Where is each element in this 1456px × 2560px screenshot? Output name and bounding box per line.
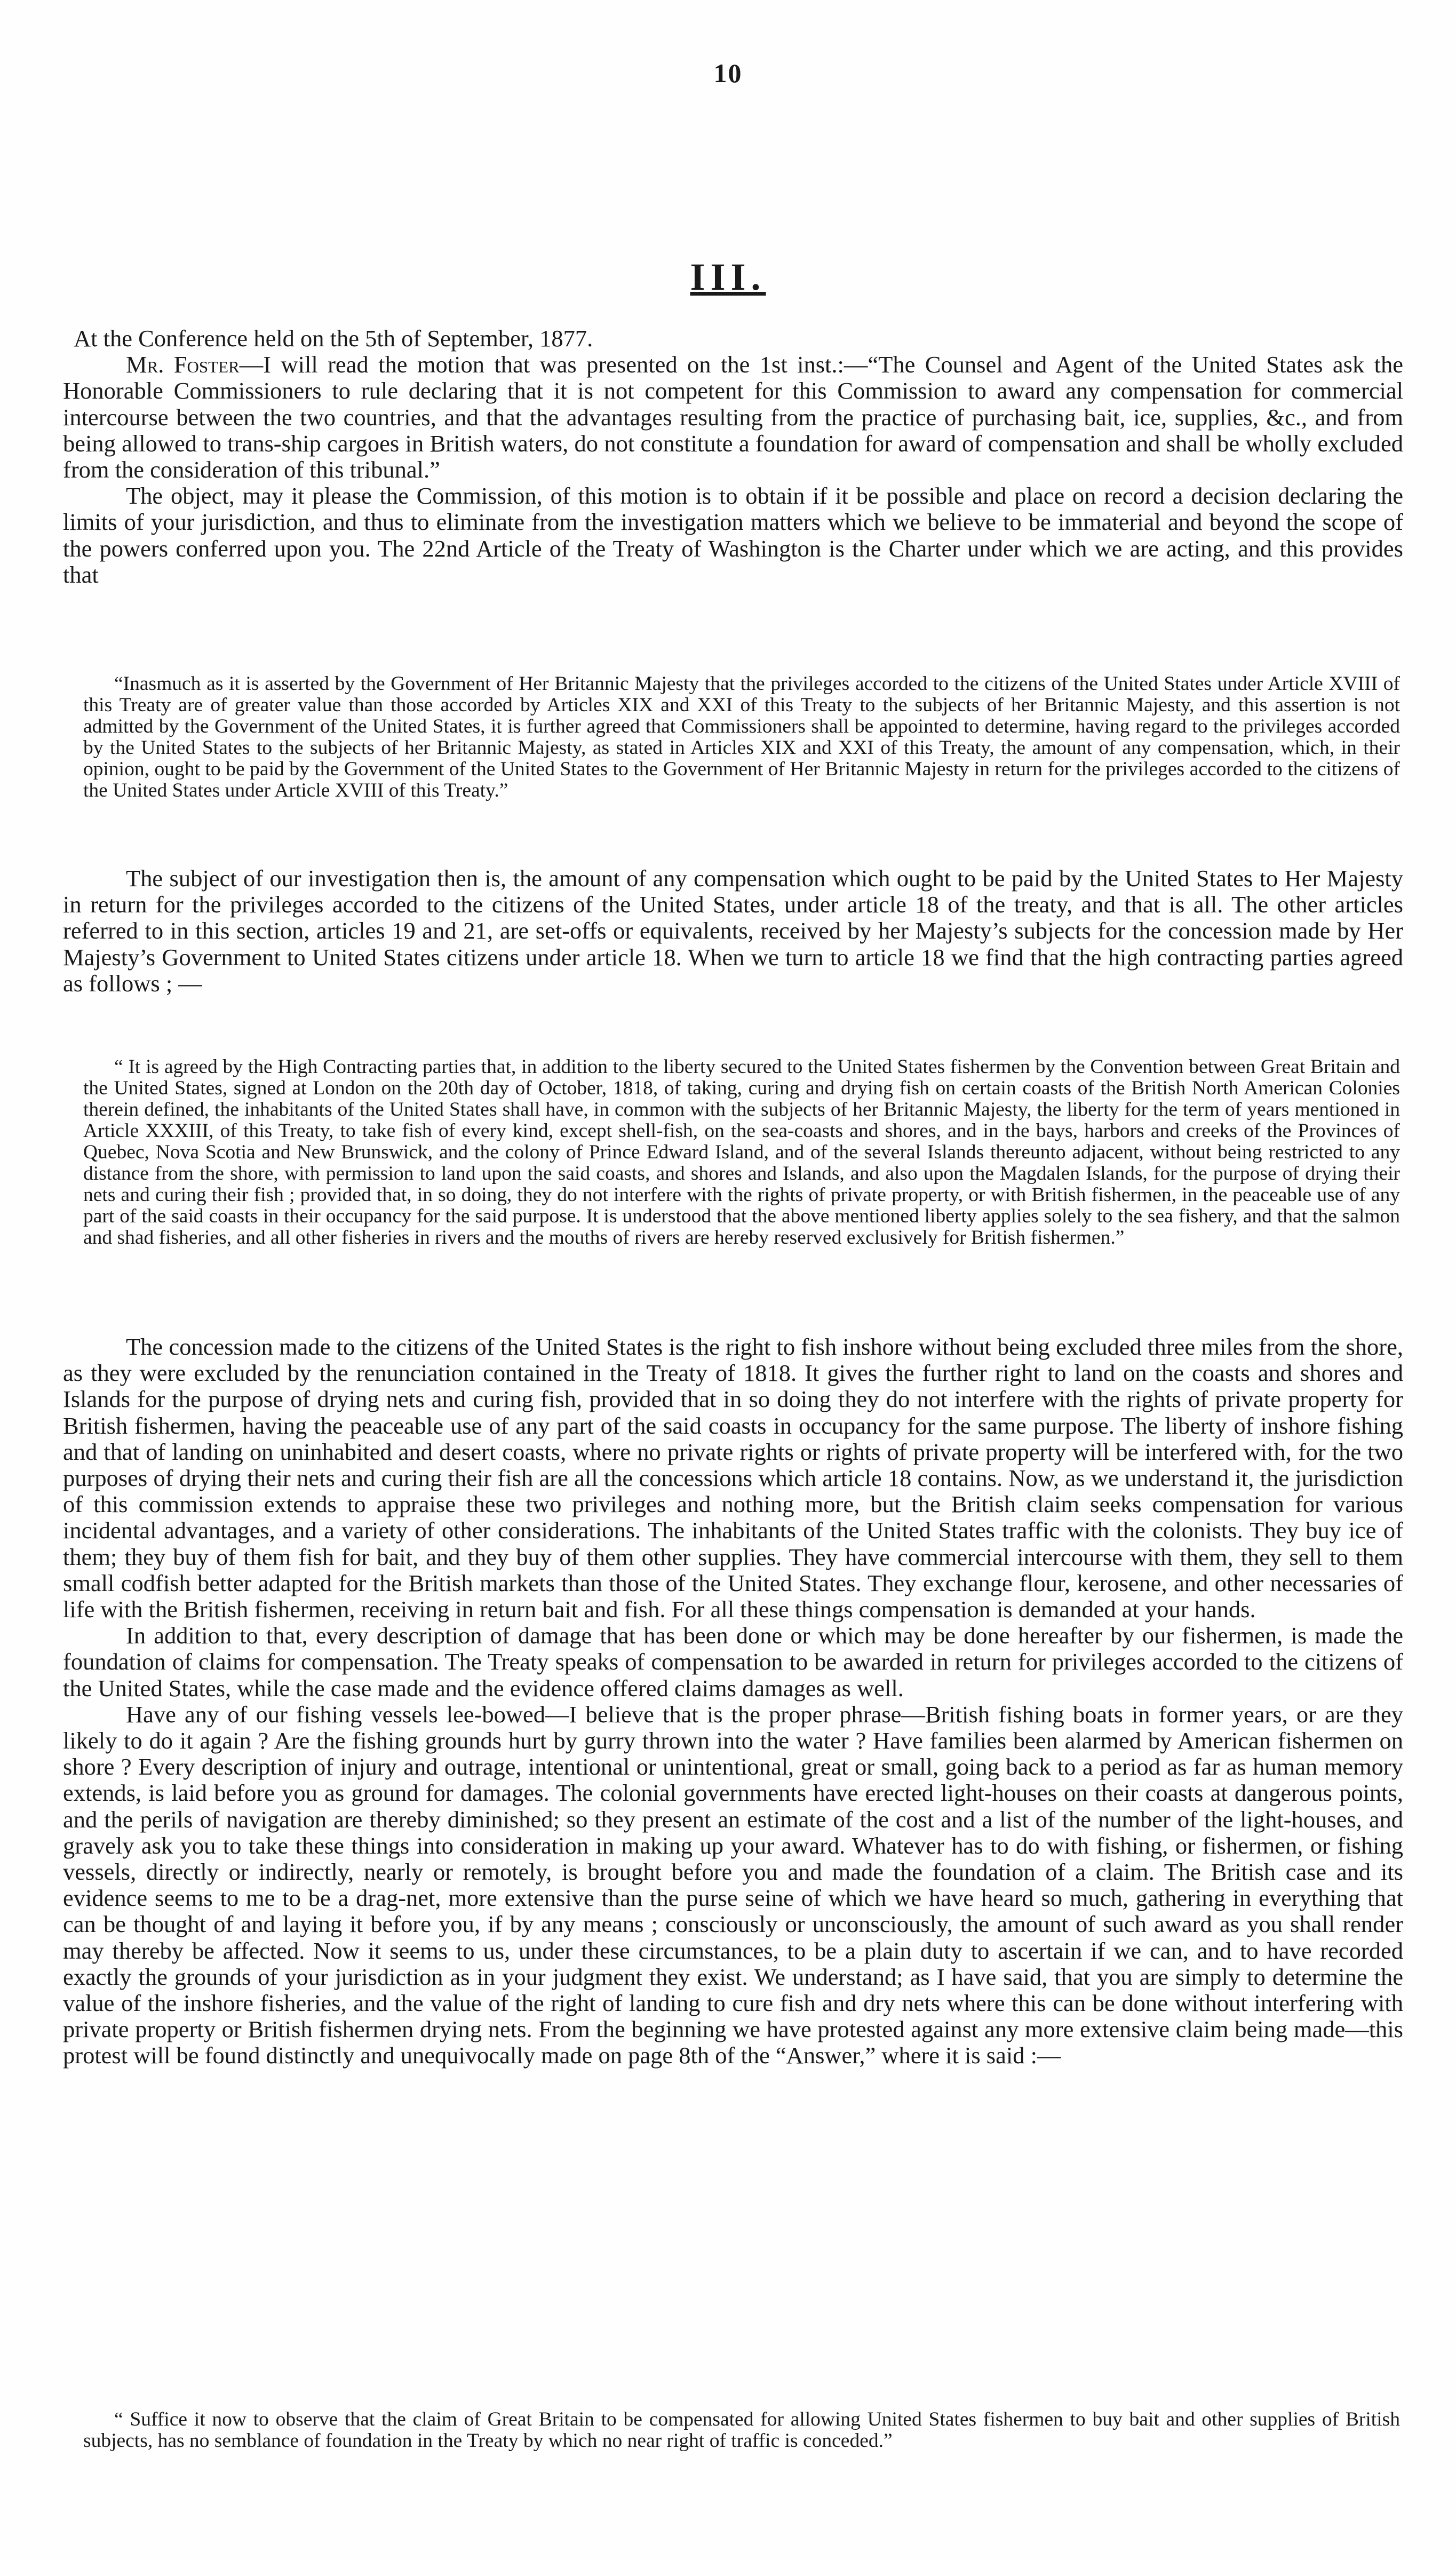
block-quote-article-18: [63, 1056, 1403, 1249]
paragraph-damages: In addition to that, every description of damage that has been done or which may be done hereafter by our fishermen, is made the foundation of claims for compensation. The Treaty speaks of compensation to be awarded in return for privileges accorded to the citizens of the United States, while the case made and the evidence offered claims damages as well.: [63, 1622, 1403, 1702]
conference-date-line: At the Conference held on the 5th of September, 1877.: [74, 325, 593, 352]
block-quote-article-22: [63, 673, 1403, 801]
paragraph-fishing-vessels: Have any of our fishing vessels lee-bowed—I believe that is the proper phrase—British fishing boats in former years, or are they likely to do it again ? Are the fishing grounds hurt by gurry thrown into the water ? Have families been alarmed by American fishermen on shore ? Every description of injury and outrage, intentional or unintentional, great or small, going back to a period as far as human memory extends, is laid before you as ground for damages. The colonial governments have erected light-houses on their coasts at dangerous points, and the perils of navigation are thereby diminished; so they present an estimate of the cost and a list of the number of the light-houses, and gravely ask you to take these things into consideration in making up your award. Whatever has to do with fishing, or fishermen, or fishing vessels, directly or indirectly, nearly or remotely, is brought before you and made the foundation of a claim. The British case and its evidence seems to me to be a drag-net, more extensive than the purse seine of which we have heard so much, gathering in everything that can be thought of and laying it before you, if by any means ; consciously or unconsciously, the amount of such award as you shall render may thereby be affected. Now it seems to us, under these circumstances, to be a plain duty to ascertain if we can, and to have recorded exactly the grounds of your jurisdiction as in your judgment they exist. We understand; as I have said, that you are simply to determine the value of the inshore fisheries, and the value of the right of landing to cure fish and dry nets where this can be done without interfering with private property or British fishermen drying nets. From the beginning we have protested against any more extensive claim being made—this protest will be found distinctly and unequivocally made on page 8th of the “Answer,” where it is said :—: [63, 1700, 1403, 2069]
quote-answer-page-8: “ Suffice it now to observe that the claim of Great Britain to be compensated for allowing United States fishermen to buy bait and other supplies of British subjects, has no semblance of foundation in the Treaty by which no near right of traffic is conceded.”: [83, 2408, 1400, 2452]
block-subject-of-investigation: [63, 865, 1403, 997]
quote-article-22: “Inasmuch as it is asserted by the Government of Her Britannic Majesty that the privileges accorded to the citizens of the United States under Article XVIII of this Treaty are of greater value than those accorded by Articles XIX and XXI of this Treaty to the subjects of her Britannic Majesty, and this assertion is not admitted by the Government of the United States, it is further agreed that Commissioners shall be appointed to determine, having regard to the privileges accorded by the United States to the subjects of her Britannic Majesty, as stated in Articles XIX and XXI of this Treaty, the amount of any compensation, which, in their opinion, ought to be paid by the Government of the United States to the Government of Her Britannic Majesty in return for the privileges accorded to the citizens of the United States under Article XVIII of this Treaty.”: [83, 673, 1400, 801]
paragraph-subject-of-investigation: The subject of our investigation then is, the amount of any compensation which ought to be paid by the United States to Her Majesty in return for the privileges accorded to the citizens of the United States, under article 18 of the treaty, and that is all. The other articles referred to in this section, articles 19 and 21, are set-offs or equivalents, received by her Majesty’s subjects for the concession made by Her Majesty’s Government to United States citizens under article 18. When we turn to article 18 we find that the high contracting parties agreed as follows ; —: [63, 865, 1403, 997]
paragraph-motion: [63, 352, 1403, 483]
paragraph-concession: The concession made to the citizens of the United States is the right to fish inshore without being excluded three miles from the shore, as they were excluded by the renunciation contained in the Treaty of 1818. It gives the further right to land on the coasts and shores and Islands for the purpose of drying nets and curing fish, provided that in so doing they do not interfere with the rights of private property for British fishermen, having the peaceable use of any part of the said coasts in occupancy for the same purpose. The liberty of inshore fishing and that of landing on uninhabited and desert coasts, where no private rights or rights of private property will be interfered with, for the two purposes of drying their nets and curing their fish are all the concessions which article 18 contains. Now, as we understand it, the jurisdiction of this commission extends to appraise these two privileges and nothing more, but the British claim seeks compensation for various incidental advantages, and a variety of other considerations. The inhabitants of the United States traffic with the colonists. They buy ice of them; they buy of them fish for bait, and they buy of them other supplies. They have commercial intercourse with them, they sell to them small codfish better adapted for the British markets than those of the United States. They exchange flour, kerosene, and other necessaries of life with the British fishermen, receiving in return bait and fish. For all these things compensation is demanded at your hands.: [63, 1333, 1403, 1623]
quote-article-18: “ It is agreed by the High Contracting parties that, in addition to the liberty secured to the United States fishermen by the Convention between Great Britain and the United States, signed at London on the 20th day of October, 1818, of taking, curing and drying fish on certain coasts of the British North American Colonies therein defined, the inhabitants of the United States shall have, in common with the subjects of her Britannic Majesty, the liberty for the term of years mentioned in Article XXXIII, of this Treaty, to take fish of every kind, except shell-fish, on the sea-coasts and shores, and in the bays, harbors and creeks of the Provinces of Quebec, Nova Scotia and New Brunswick, and the colony of Prince Edward Island, and of the several Islands thereunto adjacent, without being restricted to any distance from the shore, with permission to land upon the said coasts, and shores and Islands, and also upon the Magdalen Islands, for the purpose of drying their nets and curing their fish ; provided that, in so doing, they do not interfere with the rights of private property, or with British fishermen, in the peaceable use of any part of the said coasts in their occupancy for the said purpose. It is understood that the above mentioned liberty applies solely to the sea fishery, and that the salmon and shad fisheries, and all other fisheries in rivers and the mouths of rivers are hereby reserved exclusively for British fishermen.”: [83, 1056, 1400, 1249]
speaker-name: Mr. Foster: [126, 351, 240, 378]
paragraph-object-of-motion: The object, may it please the Commission, of this motion is to obtain if it be possible and place on record a decision declaring the limits of your jurisdiction, and thus to eliminate from the investigation matters which we believe to be immaterial and beyond the scope of the powers conferred upon you. The 22nd Article of the Treaty of Washington is the Charter under which we are acting, and this provides that: [63, 482, 1403, 588]
block-main-argument: [63, 1334, 1403, 2069]
motion-text: —I will read the motion that was presented on the 1st inst.:—“The Counsel and Agent of the United States ask the Honorable Commissioners to rule declaring that it is not competent for this Commission to award any compensation for commercial intercourse between the two countries, and that the advantages resulting from the practice of purchasing bait, ice, supplies, &c., and from being allowed to trans-ship cargoes in British waters, do not constitute a foundation for award of compensation and shall be wholly excluded from the consideration of this tribunal.”: [63, 351, 1403, 483]
block-quote-answer: [63, 2409, 1403, 2452]
section-heading: III.: [690, 256, 766, 298]
page-number: 10: [713, 58, 743, 88]
block-conference: [63, 325, 1403, 588]
